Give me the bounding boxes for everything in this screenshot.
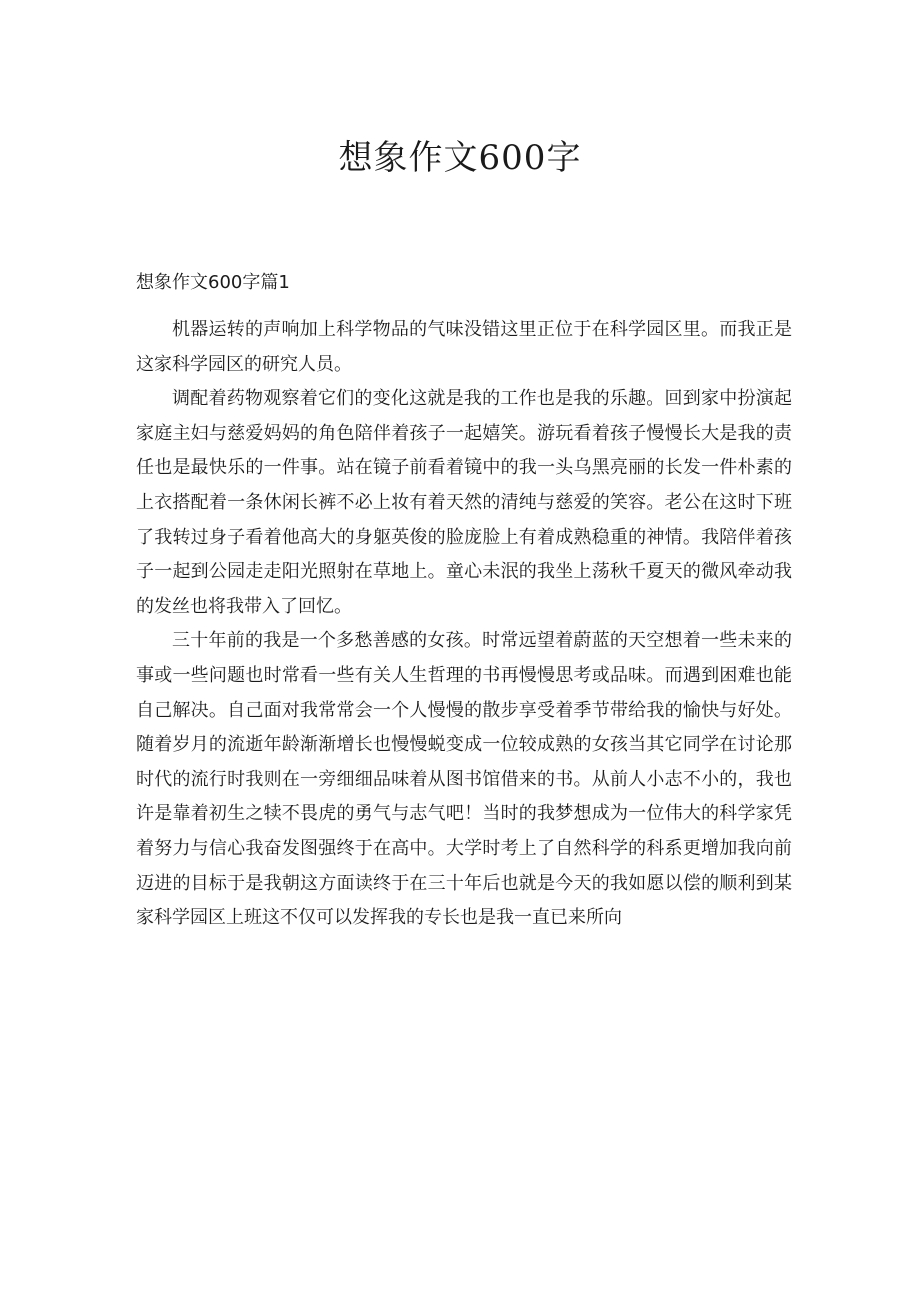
paragraph-2: 调配着药物观察着它们的变化这就是我的工作也是我的乐趣。回到家中扮演起家庭主妇与慈爱妈妈的角色陪伴着孩子一起嬉笑。游玩看着孩子慢慢长大是我的责任也是最快乐的一件事。站在镜子前看着镜中的我一头乌黑亮丽的长发一件朴素的上衣搭配着一条休闲长裤不必上妆有着天然的清纯与慈爱的笑容。老公在这时下班了我转过身子看着他高大的身躯英俊的脸庞脸上有着成熟稳重的神情。我陪伴着孩子一起到公园走走阳光照射在草地上。童心未泯的我坐上荡秋千夏天的微风牵动我的发丝也将我带入了回忆。	[136, 388, 792, 617]
document-body	[136, 313, 792, 936]
paragraph-3: 三十年前的我是一个多愁善感的女孩。时常远望着蔚蓝的天空想着一些未来的事或一些问题也时常看一些有关人生哲理的书再慢慢思考或品味。而遇到困难也能自己解决。自己面对我常常会一个人慢慢的散步享受着季节带给我的愉快与好处。随着岁月的流逝年龄渐渐增长也慢慢蜕变成一位较成熟的女孩当其它同学在讨论那时代的流行时我则在一旁细细品味着从图书馆借来的书。从前人小志不小的，我也许是靠着初生之犊不畏虎的勇气与志气吧！当时的我梦想成为一位伟大的科学家凭着努力与信心我奋发图强终于在高中。大学时考上了自然科学的科系更增加我向前迈进的目标于是我朝这方面读终于在三十年后也就是今天的我如愿以偿的顺利到某家科学园区上班这不仅可以发挥我的专长也是我一直已来所向	[136, 630, 792, 929]
section-heading: 想象作文600字篇1	[136, 272, 290, 293]
paragraph-1: 机器运转的声响加上科学物品的气味没错这里正位于在科学园区里。而我正是这家科学园区的研究人员。	[136, 319, 792, 375]
document-title: 想象作文600字	[338, 138, 582, 178]
